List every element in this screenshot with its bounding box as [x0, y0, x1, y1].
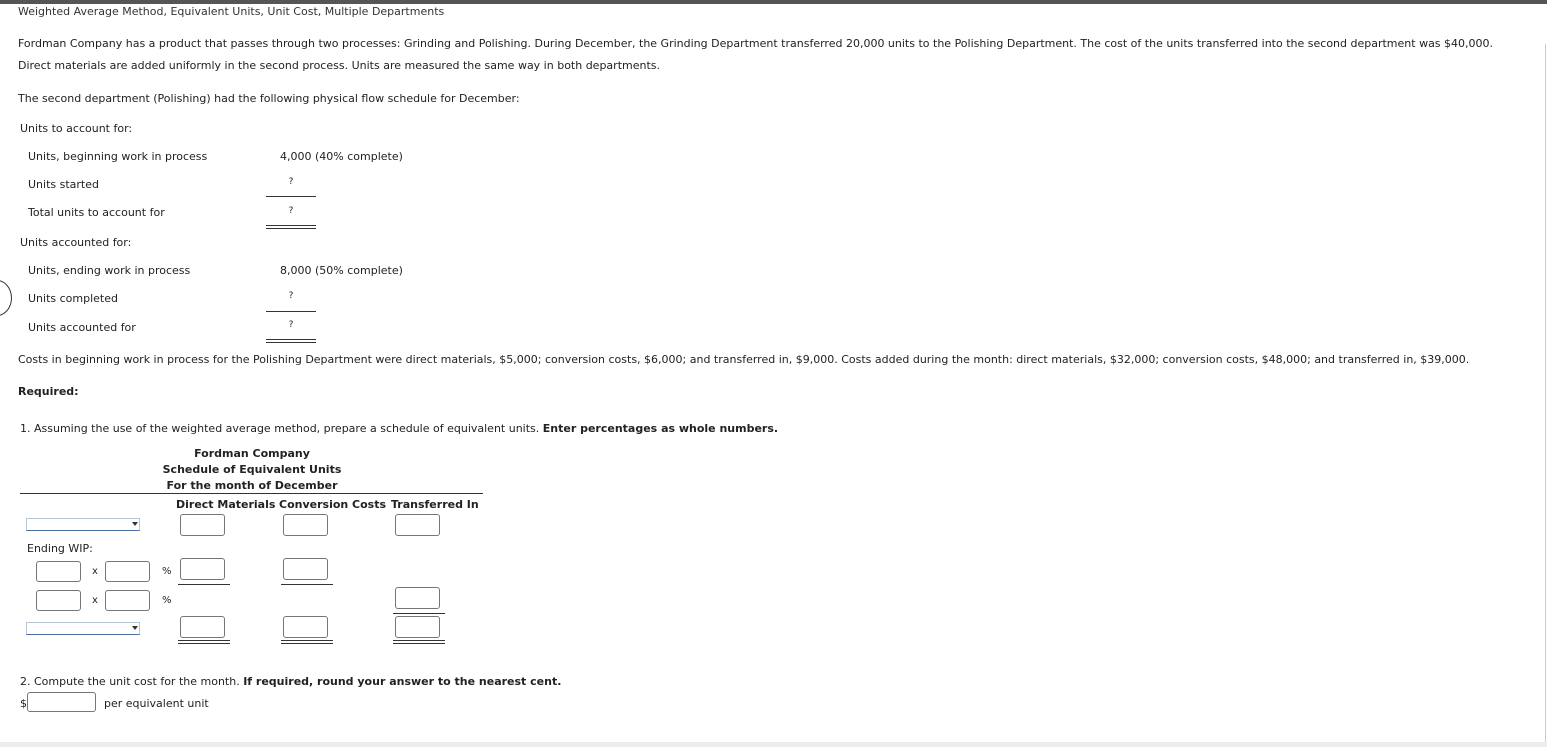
schedule-period: For the month of December	[166, 479, 338, 492]
ewip-a-dm-underline	[178, 584, 230, 585]
schedule-title: Schedule of Equivalent Units	[162, 463, 342, 476]
question-1-instruction: Enter percentages as whole numbers.	[542, 422, 779, 435]
bottom-bar	[0, 742, 1547, 747]
started-label: Units started	[28, 178, 99, 191]
beg-wip-label: Units, beginning work in process	[28, 150, 208, 163]
completed-value: ?	[288, 291, 294, 301]
completed-underline	[266, 311, 316, 312]
completed-label: Units completed	[28, 292, 118, 305]
end-wip-value: 8,000 (50% complete)	[280, 264, 403, 277]
to-account-heading: Units to account for:	[20, 122, 133, 135]
ewip-a-units-input[interactable]	[36, 561, 81, 582]
total-double-rule	[266, 225, 316, 229]
ewip-a-dm-input[interactable]	[180, 558, 225, 580]
ending-wip-label: Ending WIP:	[27, 542, 93, 555]
row1-dm-input[interactable]	[180, 514, 225, 536]
schedule-company: Fordman Company	[194, 447, 310, 460]
ewip-b-ti-input[interactable]	[395, 587, 440, 609]
required-label: Required:	[18, 385, 79, 398]
chevron-down-icon	[132, 626, 138, 630]
accounted-value: ?	[288, 320, 294, 330]
chevron-down-icon	[132, 522, 138, 526]
total-label-dropdown[interactable]	[26, 622, 140, 635]
intro-line-1: Fordman Company has a product that passes through two processes: Grinding and Polishing. During December, the Grinding Department transferred 20,000 units to the Polishing Department. The cost of the units transferred into the second department was $40,000.	[18, 37, 1494, 50]
schedule-intro: The second department (Polishing) had the following physical flow schedule for December:	[18, 92, 520, 105]
schedule-header-rule	[20, 493, 483, 494]
question-2	[20, 675, 561, 688]
ewip-a-cc-underline	[281, 584, 333, 585]
scroll-edge-circle	[0, 280, 12, 316]
ewip-b-times: x	[92, 595, 98, 606]
question-2-instruction: If required, round your answer to the nearest cent.	[243, 675, 562, 688]
row1-cc-input[interactable]	[283, 514, 328, 536]
started-value: ?	[288, 177, 294, 187]
accounted-double-rule	[266, 339, 316, 343]
beg-wip-value: 4,000 (40% complete)	[280, 150, 403, 163]
ewip-a-times: x	[92, 566, 98, 577]
col-conversion-costs: Conversion Costs	[279, 498, 387, 511]
currency-sign: $	[20, 697, 27, 710]
intro-line-2: Direct materials are added uniformly in the second process. Units are measured the same way in both departments.	[18, 59, 661, 72]
page-title: Weighted Average Method, Equivalent Units, Unit Cost, Multiple Departments	[18, 5, 445, 18]
accounted-label: Units accounted for	[28, 321, 136, 334]
ewip-b-percent-input[interactable]	[105, 590, 150, 611]
total-ti-double-rule	[393, 640, 445, 644]
end-wip-label: Units, ending work in process	[28, 264, 191, 277]
ewip-a-percent-input[interactable]	[105, 561, 150, 582]
ewip-a-percent-sign: %	[162, 566, 172, 577]
ewip-b-percent-sign: %	[162, 595, 172, 606]
question-1	[20, 422, 778, 435]
total-cc-double-rule	[281, 640, 333, 644]
ewip-b-ti-underline	[393, 613, 445, 614]
total-ti-input[interactable]	[395, 616, 440, 638]
costs-paragraph: Costs in beginning work in process for the Polishing Department were direct materials, $5,000; conversion costs, $6,000; and transferred in, $9,000. Costs added during the month: direct materials, $32,000; conversion costs, $48,000; and transferred in, $39,000.	[18, 353, 1470, 366]
col-transferred-in: Transferred In	[391, 498, 479, 511]
question-2-text: 2. Compute the unit cost for the month.	[20, 675, 244, 688]
right-edge-line	[1545, 44, 1546, 742]
total-dm-double-rule	[178, 640, 230, 644]
accounted-heading: Units accounted for:	[20, 236, 132, 249]
ewip-a-cc-input[interactable]	[283, 558, 328, 580]
total-dm-input[interactable]	[180, 616, 225, 638]
row1-label-dropdown[interactable]	[26, 518, 140, 531]
row1-ti-input[interactable]	[395, 514, 440, 536]
total-cc-input[interactable]	[283, 616, 328, 638]
top-bar	[0, 0, 1547, 4]
total-value: ?	[288, 206, 294, 216]
unit-cost-suffix: per equivalent unit	[104, 697, 209, 710]
started-underline	[266, 196, 316, 197]
question-1-text: 1. Assuming the use of the weighted average method, prepare a schedule of equivalent units.	[20, 422, 543, 435]
total-label: Total units to account for	[28, 206, 165, 219]
ewip-b-units-input[interactable]	[36, 590, 81, 611]
col-direct-materials: Direct Materials	[176, 498, 276, 511]
unit-cost-input[interactable]	[27, 692, 96, 712]
